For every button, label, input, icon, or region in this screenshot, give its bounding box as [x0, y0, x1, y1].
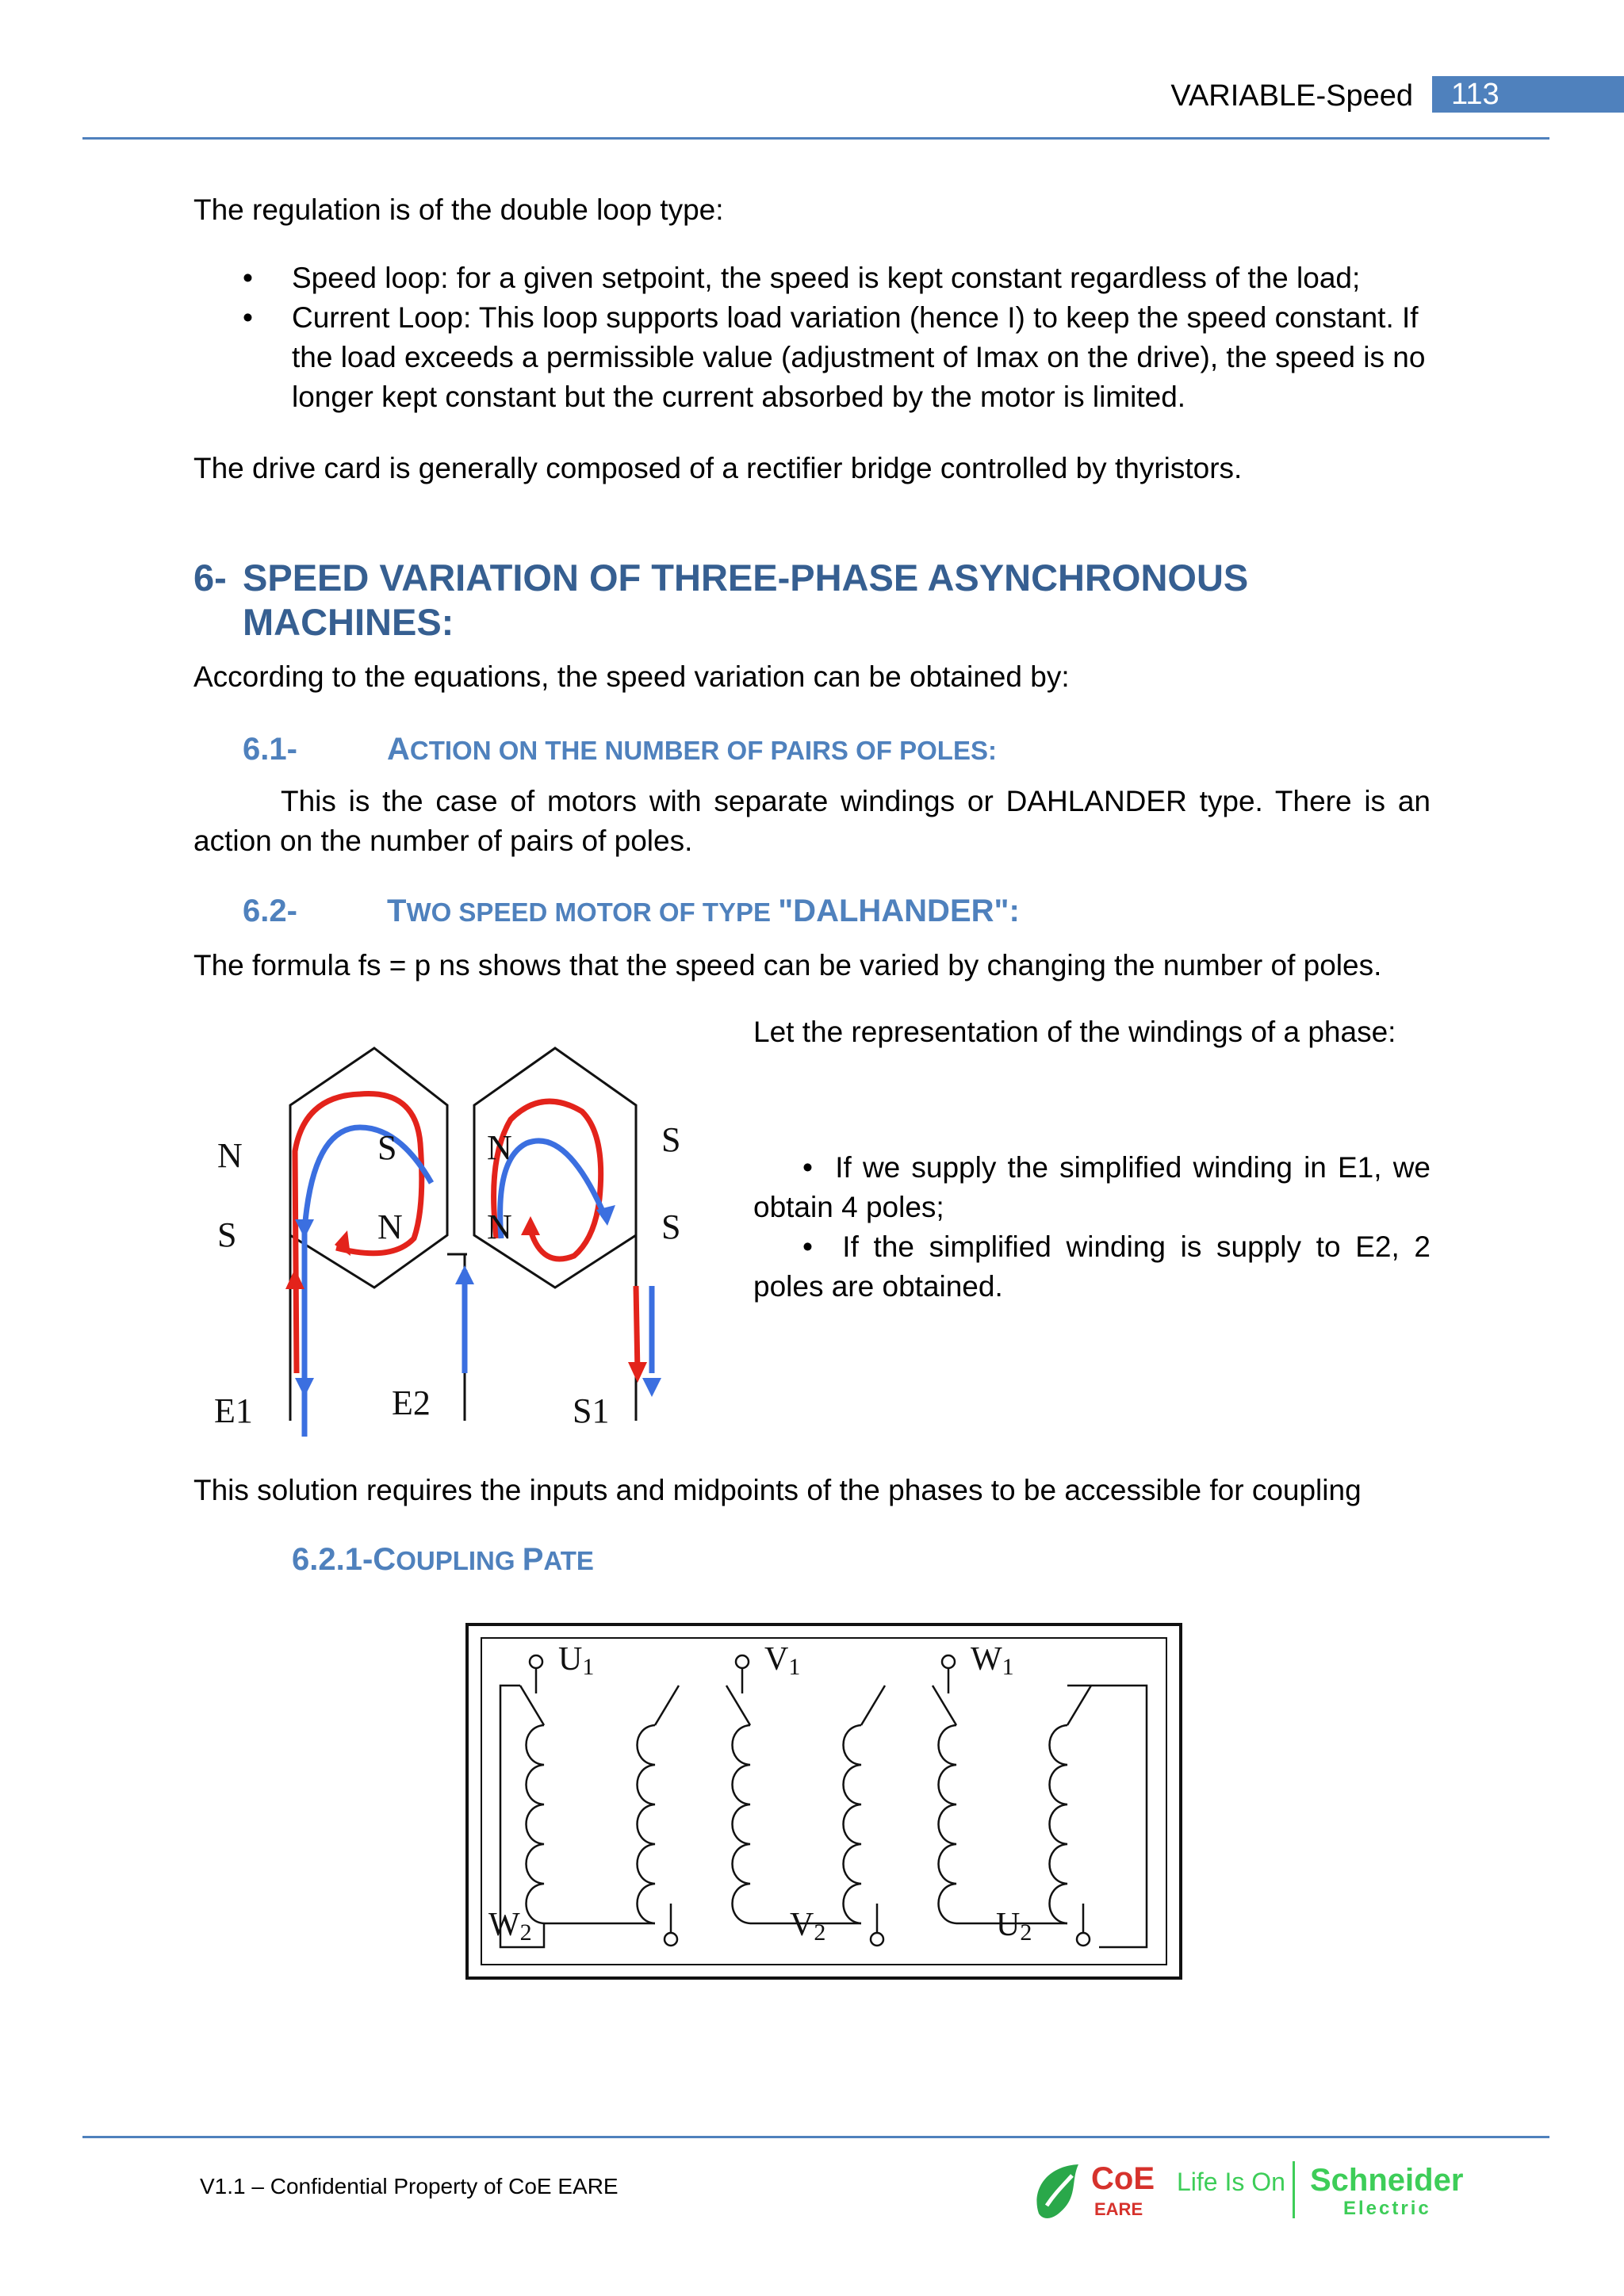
plate-inner-frame: [481, 1638, 1166, 1965]
bullet-icon: •: [802, 1151, 836, 1184]
coupling-plate-svg: [465, 1622, 1183, 1982]
footer-logos: [1023, 2158, 1467, 2225]
pole-label: N: [377, 1207, 403, 1246]
bullet-icon: •: [243, 262, 253, 294]
pole-label: N: [487, 1128, 512, 1167]
loops-list: [193, 258, 1431, 417]
list-item: • Speed loop: for a given setpoint, the speed is kept constant regardless of the load;: [193, 258, 1431, 298]
winding-coil: [638, 1725, 656, 1923]
terminal-circle: [942, 1655, 955, 1668]
winding-coil: [939, 1725, 957, 1923]
logo-divider: [1293, 2161, 1295, 2218]
coe-logo-text: CoE: [1091, 2161, 1155, 2196]
winding-coil: [1050, 1725, 1068, 1923]
s62-formula: The formula fs = p ns shows that the speed can be varied by changing the number of poles.: [193, 949, 1382, 982]
s61-title: ACTION ON THE NUMBER OF PAIRS OF POLES:: [387, 732, 997, 767]
s61-number: 6.1-: [243, 732, 297, 767]
footer-rule: [82, 2136, 1549, 2138]
top-terminal-label: U1: [558, 1641, 595, 1680]
coe-leaf-icon: [1023, 2158, 1094, 2225]
link-bar: [726, 1686, 750, 1725]
header-rule: [82, 137, 1549, 140]
terminal-e1: E1: [214, 1391, 253, 1430]
drive-card-text: The drive card is generally composed of a rectifier bridge controlled by thyristors.: [193, 452, 1243, 484]
dahlander-winding-figure: [201, 1001, 718, 1437]
dahlander-winding-svg: [201, 1001, 718, 1437]
section6-title-line2: MACHINES:: [243, 601, 454, 643]
link-bar: [861, 1686, 885, 1725]
arrow-down-icon: [295, 1378, 314, 1397]
top-terminal-label: W1: [971, 1641, 1014, 1680]
schneider-logo-text: Schneider: [1310, 2163, 1464, 2198]
link-bar: [933, 1686, 956, 1725]
s621-heading: 6.2.1-COUPLING PATE: [292, 1542, 594, 1577]
pole-label: S: [377, 1128, 397, 1167]
link-bar: [655, 1686, 679, 1725]
link-bar: [1067, 1686, 1091, 1725]
top-terminal-label: V1: [764, 1641, 801, 1680]
bullet-icon: •: [243, 301, 253, 334]
winding-coil: [844, 1725, 862, 1923]
section6-intro: According to the equations, the speed variation can be obtained by:: [193, 660, 1070, 693]
winding-coil: [733, 1725, 751, 1923]
s61-body: This is the case of motors with separate windings or DAHLANDER type. There is an action on the number of pairs of poles.: [193, 785, 1431, 857]
schneider-logo-sub: Electric: [1343, 2198, 1431, 2219]
right-return-wire: [1067, 1686, 1147, 1947]
list-item: • Current Loop: This loop supports load variation (hence I) to keep the speed constant. If the load exceeds a permissible value (adjustment of Imax on the drive), the speed is no longer kept constant but the current absorbed by the motor is limited.: [193, 298, 1431, 417]
arrow-up-icon: [455, 1265, 474, 1284]
list-item: • If we supply the simplified winding in E1, we obtain 4 poles;: [753, 1151, 1431, 1223]
winding-coil: [527, 1725, 545, 1923]
list-item: • If the simplified winding is supply to E2, 2 poles are obtained.: [753, 1230, 1431, 1303]
bottom-terminal-label: U2: [996, 1907, 1032, 1946]
life-is-on-tagline: Life Is On: [1177, 2168, 1285, 2196]
s62-number: 6.2-: [243, 894, 297, 928]
terminal-circle: [736, 1655, 749, 1668]
terminal-e2: E2: [392, 1383, 431, 1422]
bottom-terminal-label: W2: [488, 1907, 532, 1946]
terminal-s1: S1: [573, 1391, 610, 1430]
footer-text: V1.1 – Confidential Property of CoE EARE: [200, 2174, 619, 2198]
intro-text: The regulation is of the double loop type:: [193, 193, 724, 226]
windings-intro: Let the representation of the windings of a phase:: [753, 1016, 1396, 1048]
pole-label: N: [217, 1136, 243, 1175]
terminal-circle: [530, 1655, 542, 1668]
coupling-plate-figure: [465, 1622, 1183, 1982]
page-number: 113: [1432, 76, 1624, 113]
pole-label: N: [487, 1207, 512, 1246]
arrow-up-icon: [285, 1269, 304, 1289]
s1-red-line: [636, 1286, 638, 1373]
s62-title: TWO SPEED MOTOR OF TYPE "DALHANDER":: [387, 894, 1020, 928]
section6-number: 6-: [193, 557, 227, 599]
right-blue-loop: [500, 1141, 604, 1238]
pole-label: S: [217, 1215, 237, 1254]
section6-title-line1: SPEED VARIATION OF THREE-PHASE ASYNCHRONOUS: [243, 557, 1249, 599]
link-bar: [520, 1686, 544, 1725]
coe-logo-sub: EARE: [1094, 2199, 1143, 2219]
header-title: VARIABLE-Speed: [1170, 79, 1413, 113]
arrow-up-icon: [521, 1216, 540, 1235]
terminal-circle: [665, 1933, 677, 1946]
bottom-terminal-label: V2: [790, 1907, 826, 1946]
left-red-loop: [295, 1094, 422, 1373]
terminal-circle: [871, 1933, 883, 1946]
arrow-down-icon: [642, 1378, 661, 1397]
pole-label: S: [661, 1207, 681, 1246]
supply-list: [753, 1148, 1431, 1307]
bullet-icon: •: [802, 1230, 843, 1263]
terminal-circle: [1077, 1933, 1090, 1946]
pole-label: S: [661, 1120, 681, 1159]
right-coil-hexagon: [474, 1048, 636, 1288]
solution-text: This solution requires the inputs and midpoints of the phases to be accessible for coupling: [193, 1474, 1362, 1506]
